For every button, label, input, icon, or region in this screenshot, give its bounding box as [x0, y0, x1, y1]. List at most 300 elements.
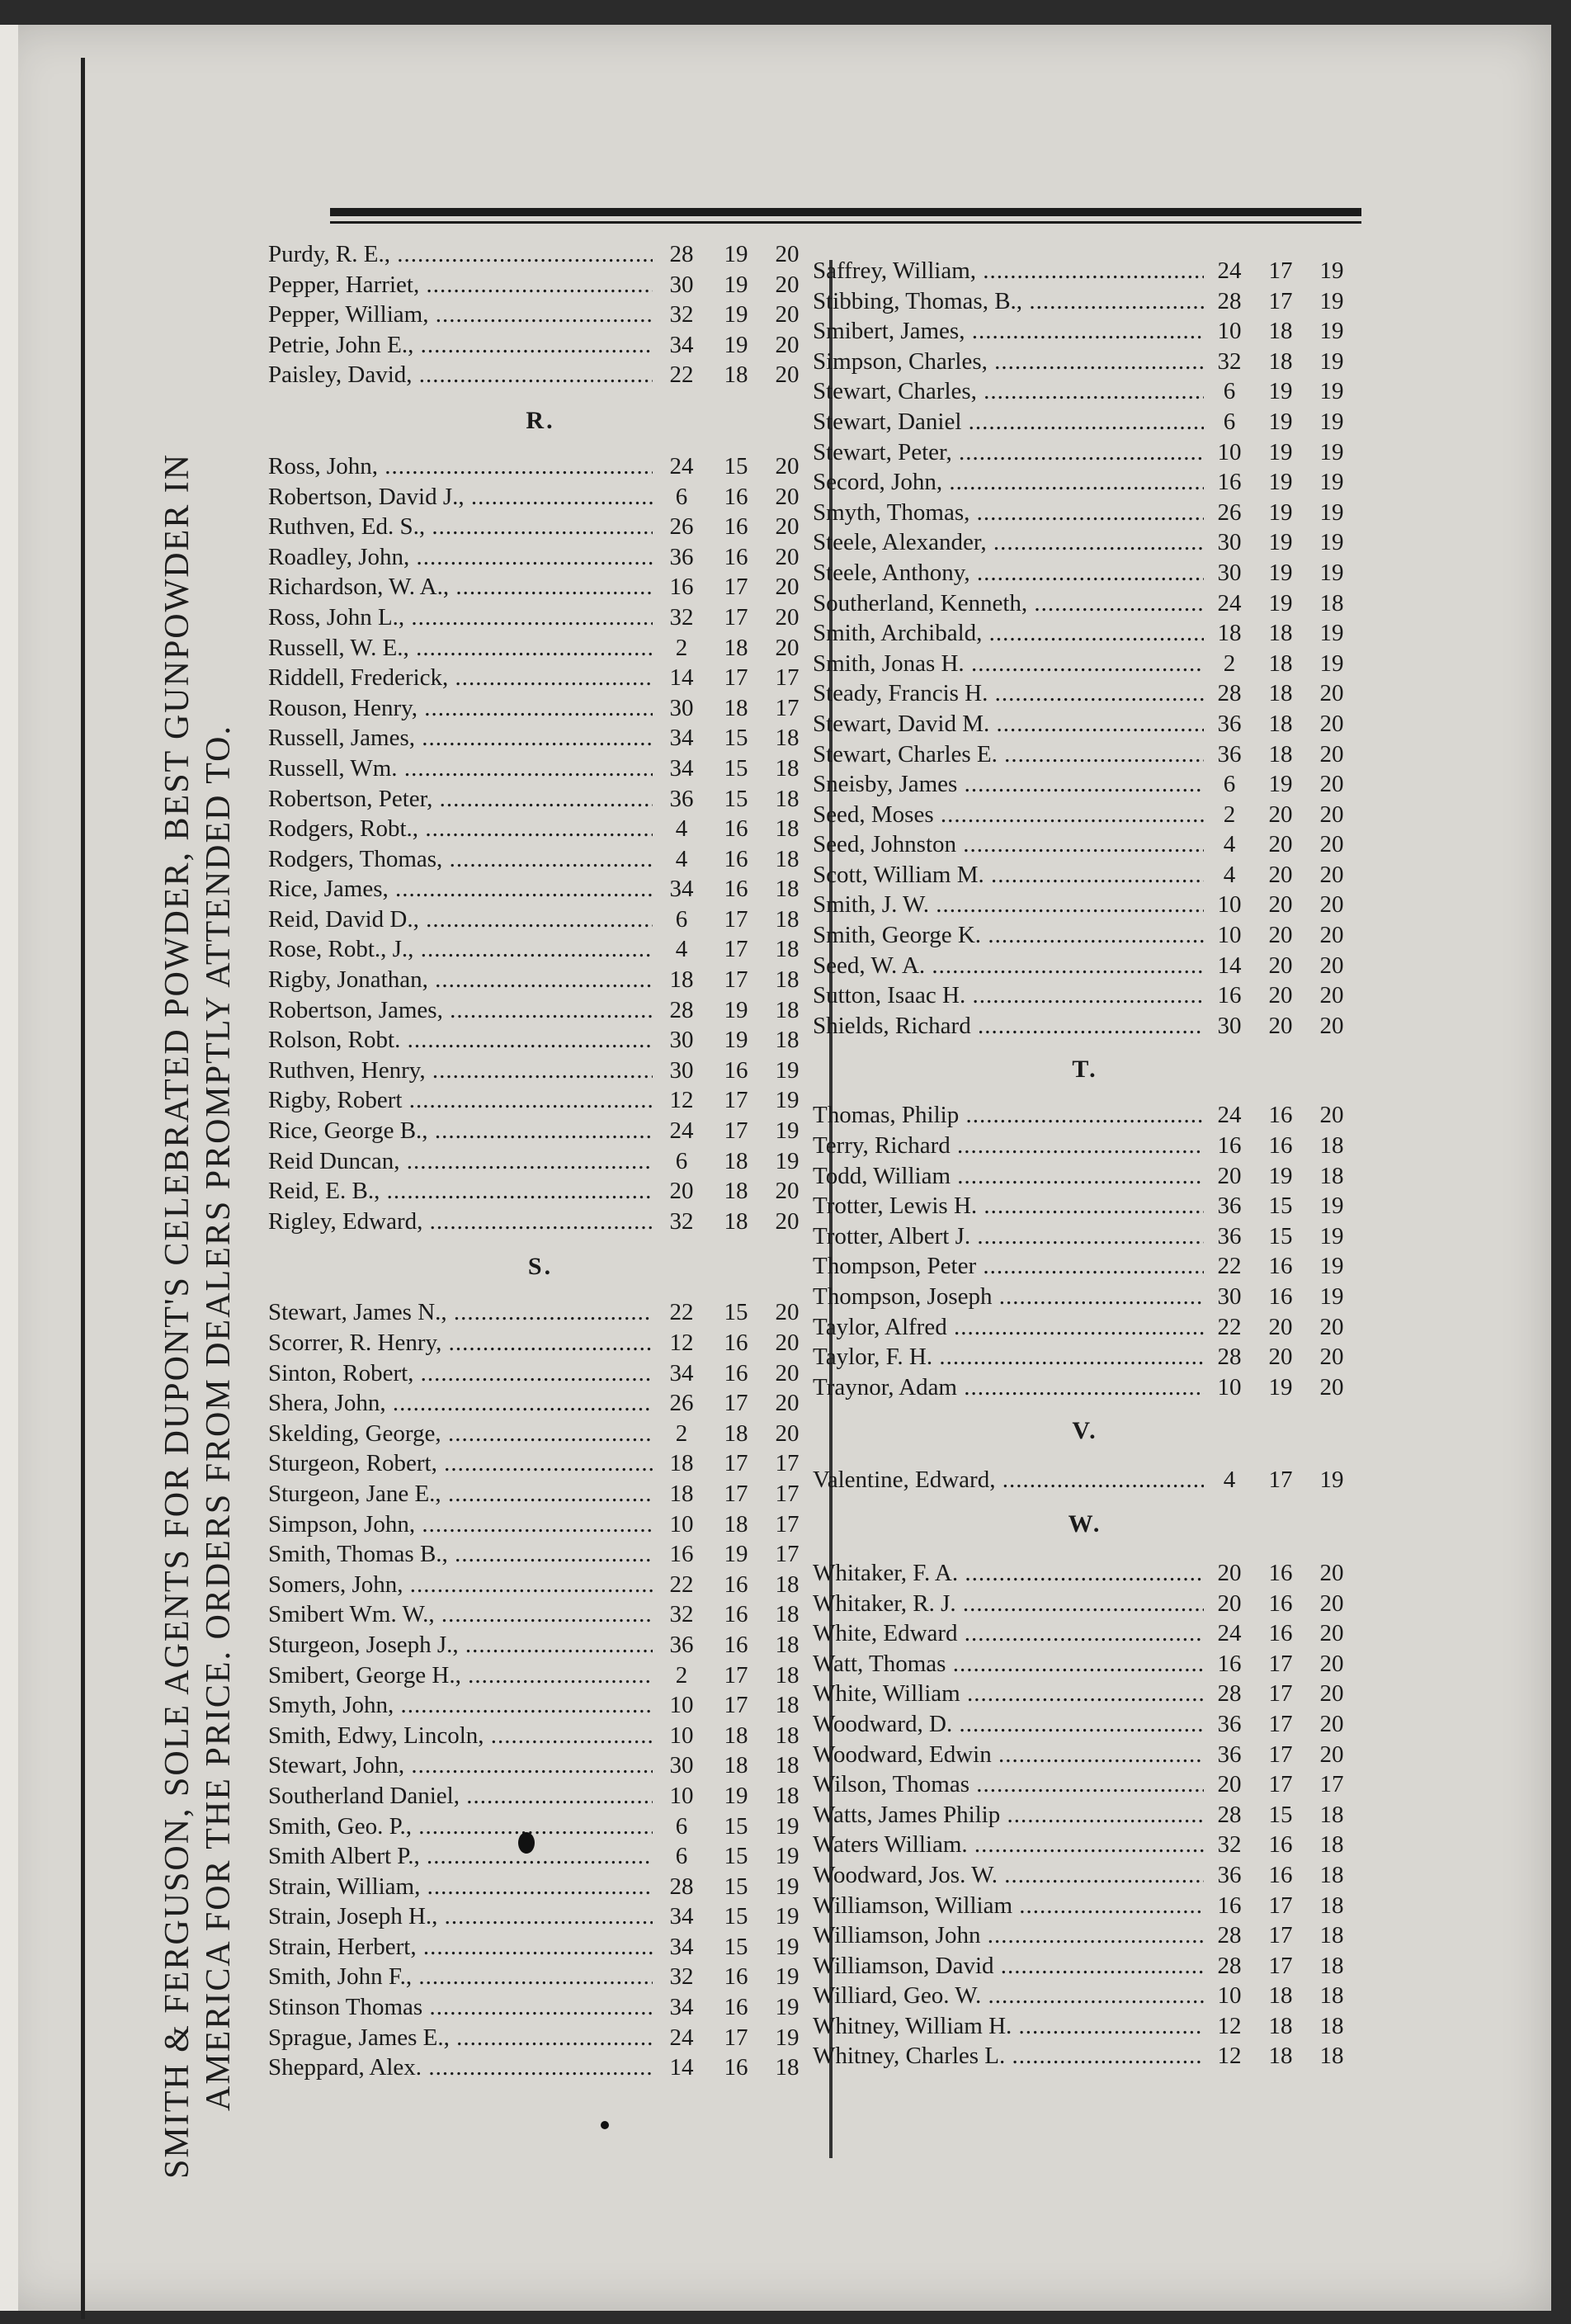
entry-name: Sheppard, Alex. .....: [268, 2054, 653, 2081]
entry-name: Saffrey, William, .....: [813, 257, 1204, 285]
entry-name: Shera, John, .....: [268, 1390, 653, 1417]
entry-row: [813, 650, 1357, 681]
entry-value-1: 28: [1217, 1922, 1242, 1949]
entry-value-1: 32: [669, 1207, 694, 1235]
entry-name: Sturgeon, Joseph J., .....: [268, 1632, 653, 1659]
entry-name: Stewart, Daniel .....: [813, 409, 1204, 436]
entry-value-2: 18: [724, 1147, 748, 1174]
entry-name: Strain, William, .....: [268, 1873, 653, 1901]
entry-value-3: 20: [1319, 680, 1344, 707]
entry-value-2: 17: [1268, 287, 1293, 314]
entry-name: Southerland Daniel, .....: [268, 1783, 653, 1810]
entry-name: Smibert, James, .....: [813, 318, 1204, 345]
entry-value-1: 4: [675, 815, 688, 843]
entry-name: Waters William. .....: [813, 1831, 1204, 1859]
entry-name: Reid, David D., .....: [268, 906, 653, 933]
entry-value-2: 17: [1268, 1650, 1293, 1677]
entry-value-2: 16: [1268, 1861, 1293, 1888]
entry-name: Smith Albert P., .....: [268, 1843, 653, 1870]
entry-value-3: 18: [1319, 2043, 1344, 2070]
entry-value-1: 20: [1217, 1589, 1242, 1617]
entry-row: [813, 1253, 1357, 1283]
entry-row: [268, 1571, 813, 1602]
entry-value-2: 16: [724, 483, 748, 510]
entry-value-1: 30: [669, 1027, 694, 1054]
entry-value-3: 19: [1319, 498, 1344, 526]
entry-name: Seed, Moses .....: [813, 801, 1204, 829]
entry-name: Reid Duncan, .....: [268, 1148, 653, 1175]
entry-value-3: 18: [1319, 1922, 1344, 1949]
entry-row: [813, 1590, 1357, 1621]
entry-value-2: 16: [724, 2054, 748, 2081]
entry-value-3: 19: [1319, 287, 1344, 314]
entry-value-3: 20: [775, 483, 800, 510]
entry-value-3: 20: [775, 574, 800, 601]
top-rule-thin: [330, 221, 1361, 224]
entry-name: Sinton, Robert, .....: [268, 1360, 653, 1387]
entry-value-2: 16: [724, 1963, 748, 1991]
entry-name: Smibert, George H., .....: [268, 1662, 653, 1689]
entry-row: [268, 635, 813, 665]
entry-value-1: 6: [1223, 378, 1236, 405]
entry-value-2: 20: [1268, 1313, 1293, 1340]
entry-name: Smith, J. W. .....: [813, 891, 1204, 919]
entry-value-2: 16: [1268, 1283, 1293, 1310]
entry-value-3: 17: [775, 1450, 800, 1477]
entry-value-3: 18: [775, 1782, 800, 1809]
entry-value-2: 15: [724, 725, 748, 752]
entry-value-3: 20: [775, 543, 800, 570]
entry-row: [268, 1601, 813, 1632]
entry-name: Stewart, Charles E. .....: [813, 741, 1204, 768]
entry-value-2: 19: [1268, 589, 1293, 616]
entry-value-1: 16: [1217, 1650, 1242, 1677]
entry-name: Simpson, John, .....: [268, 1511, 653, 1538]
entry-name: Smith, Archibald, .....: [813, 620, 1204, 647]
entry-name: Rigby, Jonathan, .....: [268, 966, 653, 994]
entry-value-1: 20: [669, 1178, 694, 1205]
entry-row: [813, 560, 1357, 590]
entry-value-2: 18: [724, 1178, 748, 1205]
entry-value-1: 10: [669, 1510, 694, 1538]
entry-row: [813, 862, 1357, 892]
entry-name: Sturgeon, Jane E., .....: [268, 1481, 653, 1508]
entry-value-1: 28: [1217, 1801, 1242, 1828]
entry-name: Skelding, George, .....: [268, 1420, 653, 1448]
entry-row: [813, 590, 1357, 621]
entry-name: Watt, Thomas .....: [813, 1651, 1204, 1678]
entry-value-2: 18: [724, 1207, 748, 1235]
entry-value-1: 30: [669, 694, 694, 721]
entry-name: Scott, William M. .....: [813, 862, 1204, 889]
entry-row: [268, 1873, 813, 1904]
entry-value-1: 30: [669, 271, 694, 298]
entry-value-2: 19: [1268, 529, 1293, 556]
entry-value-2: 16: [1268, 1620, 1293, 1647]
entry-value-2: 17: [724, 2024, 748, 2051]
entry-value-1: 36: [1217, 740, 1242, 768]
entry-value-1: 22: [669, 1299, 694, 1326]
entry-value-2: 17: [1268, 1952, 1293, 1979]
entry-value-3: 18: [1319, 589, 1344, 616]
entry-value-3: 19: [1319, 559, 1344, 586]
entry-value-1: 24: [669, 452, 694, 479]
entry-value-3: 20: [775, 271, 800, 298]
entry-value-3: 17: [775, 1510, 800, 1538]
entry-row: [268, 453, 813, 484]
entry-value-2: 16: [1268, 1132, 1293, 1160]
entry-value-2: 15: [724, 1873, 748, 1900]
entry-value-1: 28: [1217, 680, 1242, 707]
entry-row: [268, 1692, 813, 1722]
entry-row: [813, 1802, 1357, 1832]
entry-value-1: 32: [669, 1601, 694, 1628]
entry-value-2: 20: [1268, 831, 1293, 858]
entry-value-3: 18: [775, 1601, 800, 1628]
entry-row: [268, 1843, 813, 1873]
entry-value-3: 20: [775, 452, 800, 479]
entry-value-2: 19: [1268, 1373, 1293, 1401]
entry-value-1: 36: [1217, 1741, 1242, 1768]
entry-value-2: 18: [724, 1510, 748, 1538]
entry-value-1: 18: [669, 966, 694, 994]
entry-name: Steele, Alexander, .....: [813, 529, 1204, 556]
side-advertisement-banner: [157, 157, 239, 2179]
entry-name: Robertson, Peter, .....: [268, 786, 653, 813]
entry-value-2: 19: [724, 1782, 748, 1809]
entry-name: Thompson, Peter .....: [813, 1253, 1204, 1280]
entry-value-1: 2: [675, 1419, 688, 1447]
entry-name: Ruthven, Henry, .....: [268, 1057, 653, 1084]
entry-row: [813, 620, 1357, 650]
left-column: [268, 241, 813, 2085]
entry-value-2: 16: [1268, 1253, 1293, 1280]
entry-value-1: 36: [669, 785, 694, 812]
entry-value-2: 19: [1268, 559, 1293, 586]
entry-value-3: 19: [1319, 438, 1344, 465]
entry-value-1: 30: [669, 1752, 694, 1779]
entry-value-2: 19: [724, 241, 748, 267]
entry-value-2: 16: [724, 513, 748, 541]
entry-value-1: 28: [1217, 1952, 1242, 1979]
entry-value-1: 12: [1217, 2012, 1242, 2039]
entry-value-3: 19: [775, 1994, 800, 2021]
entry-name: Williard, Geo. W. .....: [813, 1982, 1204, 2010]
entry-name: Petrie, John E., .....: [268, 332, 653, 359]
entry-value-3: 18: [775, 785, 800, 812]
entry-value-3: 18: [1319, 1801, 1344, 1828]
entry-value-2: 20: [1268, 1344, 1293, 1371]
entry-value-1: 24: [1217, 589, 1242, 616]
entry-value-1: 12: [669, 1330, 694, 1356]
entry-name: Stinson Thomas .....: [268, 1994, 653, 2021]
entry-row: [813, 378, 1357, 409]
entry-name: Williamson, David .....: [813, 1953, 1204, 1980]
entry-row: [813, 257, 1357, 288]
entry-name: White, William .....: [813, 1680, 1204, 1708]
section-heading-t: T.: [1072, 1056, 1098, 1084]
entry-name: Purdy, R. E., .....: [268, 241, 653, 268]
right-s-list: [813, 257, 1357, 1042]
entry-value-2: 17: [724, 603, 748, 631]
entry-value-1: 24: [1217, 1620, 1242, 1647]
entry-name: Ross, John L., .....: [268, 604, 653, 631]
entry-value-2: 19: [1268, 1162, 1293, 1189]
entry-row: [813, 831, 1357, 862]
entry-row: [813, 1013, 1357, 1043]
entry-value-3: 20: [775, 603, 800, 631]
entry-row: [813, 771, 1357, 801]
entry-value-1: 16: [1217, 469, 1242, 496]
entry-value-3: 19: [1319, 318, 1344, 345]
entry-row: [268, 1994, 813, 2024]
entry-name: Seed, W. A. .....: [813, 952, 1204, 980]
entry-row: [813, 1982, 1357, 2013]
entry-value-3: 18: [1319, 1162, 1344, 1189]
entry-row: [268, 1027, 813, 1057]
entry-row: [268, 544, 813, 574]
entry-name: Trotter, Lewis H. .....: [813, 1193, 1204, 1220]
entry-value-1: 6: [675, 483, 688, 510]
entry-row: [268, 2024, 813, 2055]
entry-value-2: 17: [1268, 1922, 1293, 1949]
entry-value-2: 19: [724, 271, 748, 298]
entry-value-1: 24: [1217, 1102, 1242, 1129]
entry-value-2: 18: [1268, 2043, 1293, 2070]
entry-value-3: 19: [775, 1056, 800, 1084]
entry-row: [268, 1541, 813, 1571]
entry-value-1: 2: [675, 634, 688, 661]
entry-value-3: 19: [775, 1903, 800, 1930]
entry-value-1: 34: [669, 1933, 694, 1960]
entry-row: [813, 1193, 1357, 1223]
entry-value-1: 18: [669, 1450, 694, 1477]
entry-value-3: 20: [1319, 1680, 1344, 1708]
entry-name: White, Edward .....: [813, 1620, 1204, 1647]
entry-value-3: 20: [1319, 1559, 1344, 1586]
entry-row: [268, 1783, 813, 1813]
entry-value-1: 36: [1217, 1861, 1242, 1888]
entry-value-2: 19: [1268, 378, 1293, 405]
entry-value-3: 19: [1319, 1283, 1344, 1310]
entry-row: [813, 1862, 1357, 1892]
entry-value-1: 28: [669, 996, 694, 1023]
entry-value-2: 17: [724, 1450, 748, 1477]
entry-row: [813, 711, 1357, 741]
page-left-edge: [0, 25, 18, 2311]
entry-value-3: 20: [775, 1207, 800, 1235]
entry-name: Sutton, Isaac H. .....: [813, 982, 1204, 1009]
entry-name: Ross, John, .....: [268, 453, 653, 480]
entry-value-1: 4: [675, 845, 688, 872]
entry-value-3: 18: [775, 966, 800, 994]
entry-value-1: 14: [669, 2054, 694, 2081]
section-heading-w: W.: [1068, 1509, 1102, 1538]
entry-value-2: 17: [724, 1390, 748, 1417]
entry-value-2: 16: [724, 1994, 748, 2021]
entry-value-1: 34: [669, 1994, 694, 2021]
entry-value-1: 36: [669, 543, 694, 570]
entry-value-2: 16: [1268, 1589, 1293, 1617]
entry-value-2: 19: [724, 301, 748, 328]
entry-value-3: 20: [775, 1390, 800, 1417]
entry-row: [813, 982, 1357, 1013]
entry-value-1: 34: [669, 725, 694, 752]
entry-value-2: 15: [724, 1299, 748, 1326]
entry-value-3: 18: [1319, 1982, 1344, 2010]
entry-name: Whitney, William H. .....: [813, 2013, 1204, 2040]
entry-value-2: 17: [724, 936, 748, 963]
entry-value-3: 18: [775, 1722, 800, 1749]
right-column: [813, 257, 1357, 2073]
entry-name: Seed, Johnston .....: [813, 831, 1204, 858]
entry-value-3: 20: [775, 513, 800, 541]
entry-name: Rolson, Robt. .....: [268, 1027, 653, 1054]
entry-value-2: 17: [724, 574, 748, 601]
entry-value-2: 18: [724, 1752, 748, 1779]
entry-value-3: 18: [775, 996, 800, 1023]
entry-name: Rose, Robt., J., .....: [268, 936, 653, 963]
entry-value-3: 19: [775, 1087, 800, 1114]
entry-name: Smith, Jonas H. .....: [813, 650, 1204, 678]
entry-row: [813, 1344, 1357, 1374]
entry-value-3: 18: [775, 876, 800, 903]
entry-value-2: 15: [1268, 1193, 1293, 1220]
entry-value-1: 4: [675, 936, 688, 963]
entry-value-1: 10: [1217, 1373, 1242, 1401]
entry-name: Todd, William .....: [813, 1163, 1204, 1190]
entry-name: Woodward, D. .....: [813, 1711, 1204, 1738]
entry-row: [813, 1314, 1357, 1344]
entry-value-1: 16: [1217, 1892, 1242, 1919]
entry-name: Whitaker, F. A. .....: [813, 1560, 1204, 1587]
entry-value-3: 20: [775, 1299, 800, 1326]
entry-value-1: 10: [669, 1722, 694, 1749]
entry-value-3: 20: [1319, 831, 1344, 858]
entry-value-1: 34: [669, 1359, 694, 1386]
entry-value-2: 15: [1268, 1222, 1293, 1249]
entry-value-3: 19: [1319, 1193, 1344, 1220]
entry-value-3: 17: [775, 664, 800, 692]
entry-value-2: 18: [1268, 2012, 1293, 2039]
entry-name: Smith, John F., .....: [268, 1963, 653, 1991]
entry-value-2: 16: [1268, 1831, 1293, 1859]
entry-value-3: 20: [1319, 861, 1344, 888]
entry-value-3: 18: [775, 815, 800, 843]
entry-value-2: 16: [724, 1571, 748, 1598]
entry-name: Paisley, David, .....: [268, 361, 653, 389]
entry-row: [813, 801, 1357, 832]
entry-row: [813, 1953, 1357, 1983]
entry-name: Wilson, Thomas .....: [813, 1771, 1204, 1798]
entry-value-1: 24: [1217, 257, 1242, 284]
top-rule-thick: [330, 208, 1361, 216]
entry-value-2: 20: [1268, 861, 1293, 888]
entry-name: Woodward, Edwin .....: [813, 1741, 1204, 1769]
entry-name: Russell, Wm. .....: [268, 755, 653, 782]
entry-value-2: 18: [724, 1419, 748, 1447]
entry-row: [268, 966, 813, 997]
entry-value-1: 10: [1217, 318, 1242, 345]
entry-value-1: 22: [669, 361, 694, 389]
entry-row: [813, 1831, 1357, 1862]
entry-value-3: 18: [1319, 1952, 1344, 1979]
entry-value-2: 18: [1268, 347, 1293, 375]
entry-value-2: 16: [724, 845, 748, 872]
entry-value-3: 20: [775, 241, 800, 267]
binding-fold-line: [81, 58, 85, 2319]
entry-value-2: 20: [1268, 982, 1293, 1009]
entry-name: Sprague, James E., .....: [268, 2024, 653, 2052]
entry-name: Stewart, David M. .....: [813, 711, 1204, 738]
entry-name: Thompson, Joseph .....: [813, 1283, 1204, 1311]
entry-name: Smith, Geo. P., .....: [268, 1813, 653, 1840]
entry-row: [268, 755, 813, 786]
entry-value-1: 10: [1217, 1982, 1242, 2010]
entry-value-3: 20: [1319, 1344, 1344, 1371]
entry-row: [813, 891, 1357, 922]
entry-value-1: 2: [675, 1661, 688, 1689]
entry-name: Somers, John, .....: [268, 1571, 653, 1599]
entry-value-3: 19: [1319, 649, 1344, 677]
entry-name: Rodgers, Robt., .....: [268, 815, 653, 843]
entry-value-3: 18: [775, 1692, 800, 1719]
entry-value-2: 17: [1268, 1771, 1293, 1798]
entry-value-2: 17: [1268, 1710, 1293, 1737]
right-t-list: [813, 1102, 1357, 1404]
entry-value-3: 19: [775, 1963, 800, 1991]
entry-value-2: 17: [1268, 1680, 1293, 1708]
entry-value-3: 20: [1319, 1741, 1344, 1768]
entry-value-1: 34: [669, 331, 694, 358]
entry-row: [268, 1722, 813, 1753]
entry-value-3: 20: [1319, 952, 1344, 979]
entry-value-3: 20: [1319, 710, 1344, 737]
entry-name: Pepper, Harriet, .....: [268, 272, 653, 299]
entry-value-3: 20: [1319, 891, 1344, 919]
entry-value-3: 18: [775, 1027, 800, 1054]
entry-row: [268, 1148, 813, 1179]
entry-value-1: 26: [1217, 498, 1242, 526]
entry-name: Rigley, Edward, .....: [268, 1208, 653, 1235]
entry-value-1: 36: [1217, 1193, 1242, 1220]
entry-value-2: 19: [1268, 771, 1293, 798]
entry-value-1: 30: [1217, 559, 1242, 586]
entry-value-3: 20: [775, 331, 800, 358]
entry-value-3: 20: [1319, 1102, 1344, 1129]
entry-name: Sturgeon, Robert, .....: [268, 1450, 653, 1477]
entry-value-1: 16: [1217, 982, 1242, 1009]
entry-value-2: 18: [1268, 740, 1293, 768]
entry-row: [813, 1467, 1357, 1497]
entry-row: [268, 272, 813, 302]
entry-value-1: 30: [669, 1056, 694, 1084]
entry-name: Stewart, James N., .....: [268, 1299, 653, 1326]
entry-value-2: 16: [724, 876, 748, 903]
entry-value-3: 19: [1319, 469, 1344, 496]
entry-row: [268, 484, 813, 514]
entry-value-3: 17: [775, 1541, 800, 1568]
entry-value-2: 18: [724, 361, 748, 389]
entry-name: Williamson, William .....: [813, 1892, 1204, 1920]
entry-row: [813, 1374, 1357, 1405]
entry-value-1: 18: [669, 1480, 694, 1507]
entry-value-2: 16: [724, 1056, 748, 1084]
entry-row: [813, 2013, 1357, 2043]
entry-value-2: 15: [724, 1903, 748, 1930]
entry-value-1: 36: [1217, 710, 1242, 737]
entry-value-2: 15: [724, 754, 748, 782]
